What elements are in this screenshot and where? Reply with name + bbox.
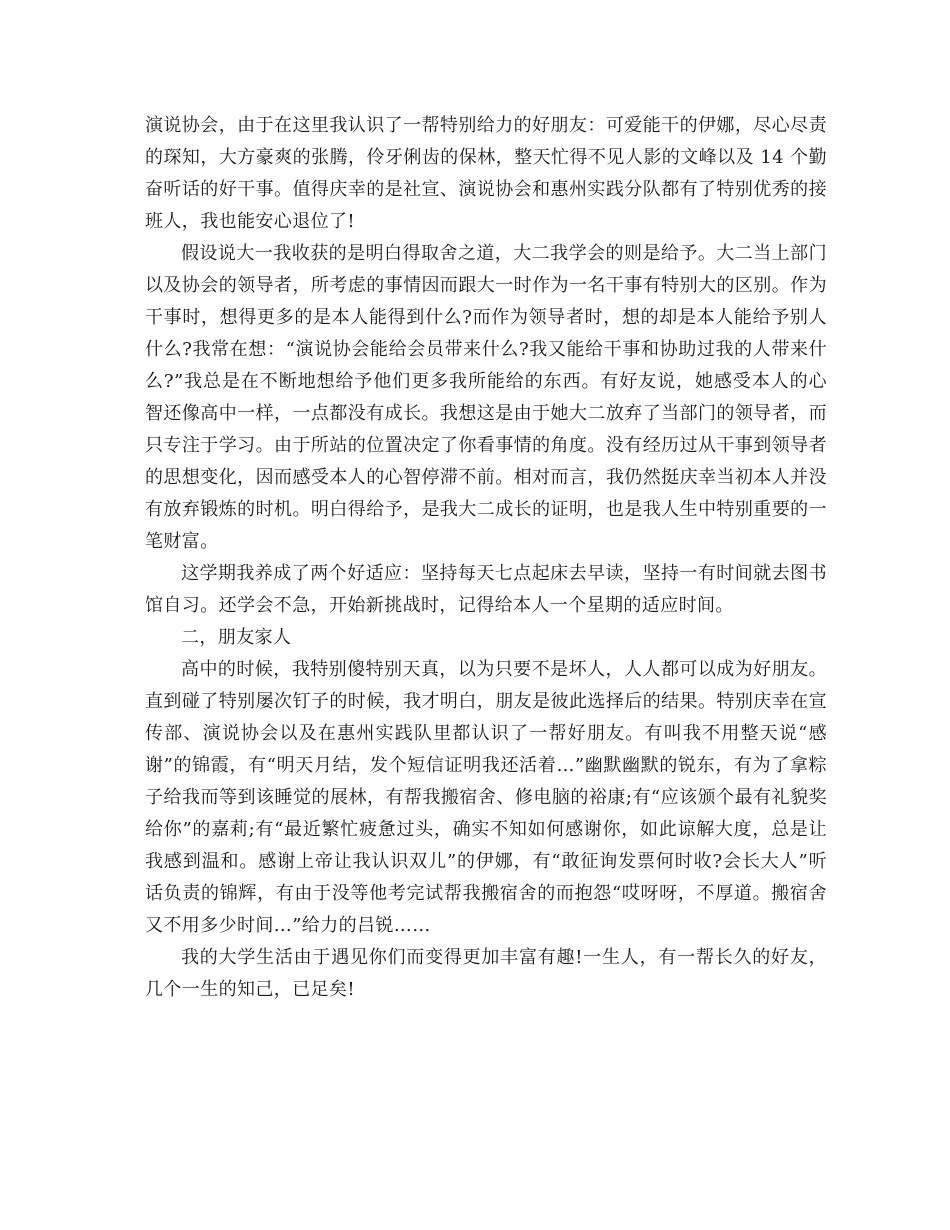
paragraph-friends: 高中的时候，我特别傻特别天真，以为只要不是坏人，人人都可以成为好朋友。直到碰了特别屡次钉子的时候，我才明白，朋友是彼此选择后的结果。特别庆幸在宣传部、演说协会以及在惠州实践队里都认识了一帮好朋友。有叫我不用整天说“感谢”的锦霞，有“明天月结，发个短信证明我还活着…”幽默幽默的锐东，有为了拿粽子给我而等到该睡觉的展林，有帮我搬宿舍、修电脑的裕康;有“应该颁个最有礼貌奖给你”的嘉莉;有“最近繁忙疲惫过头，确实不知如何感谢你，如此谅解大度，总是让我感到温和。感谢上帝让我认识双儿”的伊娜，有“敢征询发票何时收?会长大人”听话负责的锦辉，有由于没等他考完试帮我搬宿舍的而抱怨“哎呀呀，不厚道。搬宿舍又不用多少时间…”给力的吕锐……: [145, 659, 827, 936]
paragraph-giving: 假设说大一我收获的是明白得取舍之道，大二我学会的则是给予。大二当上部门以及协会的领导者，所考虑的事情因而跟大一时作为一名干事有特别大的区别。作为干事时，想得更多的是本人能得到什么?而作为领导者时，想的却是本人能给予别人什么?我常在想：“演说协会能给会员带来什么?我又能给干事和协助过我的人带来什么?”我总是在不断地想给予他们更多我所能给的东西。有好友说，她感受本人的心智还像高中一样，一点都没有成长。我想这是由于她大二放弃了当部门的领导者，而只专注于学习。由于所站的位置决定了你看事情的角度。没有经历过从干事到领导者的思想变化，因而感受本人的心智停滞不前。相对而言，我仍然挺庆幸当初本人并没有放弃锻炼的时机。明白得给予，是我大二成长的证明，也是我人生中特别重要的一笔财富。: [145, 243, 827, 552]
paragraph-closing: 我的大学生活由于遇见你们而变得更加丰富有趣!一生人，有一帮长久的好友，几个一生的知己，已足矣!: [145, 947, 827, 1000]
paragraph-habits: 这学期我养成了两个好适应：坚持每天七点起床去早读，坚持一有时间就去图书馆自习。还学会不急，开始新挑战时，记得给本人一个星期的适应时间。: [145, 563, 827, 616]
paragraph-student-association: 演说协会，由于在这里我认识了一帮特别给力的好朋友：可爱能干的伊娜，尽心尽责的琛知，大方豪爽的张腾，伶牙俐齿的保林，整天忙得不见人影的文峰以及 14 个勤奋听话的好干事。值得庆幸的是社宣、演说协会和惠州实践分队都有了特别优秀的接班人，我也能安心退位了!: [145, 115, 827, 232]
section-heading-friends-family: 二，朋友家人: [181, 627, 292, 648]
document-body: [145, 110, 827, 1006]
